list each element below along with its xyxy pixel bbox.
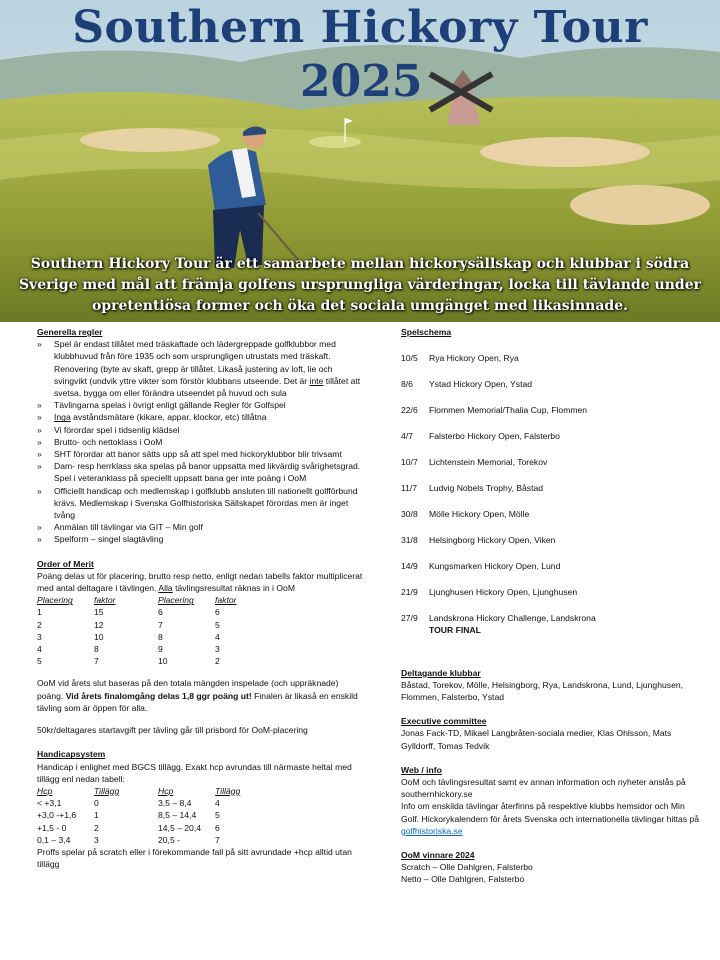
golfhistoriska-link[interactable]: golfhistoriska.se xyxy=(401,825,463,836)
oom-heading: Order of Merit xyxy=(37,558,94,569)
hcp-table: Hcp Tillägg Hcp Tillägg < +3,1 0 3,5 – 8,4 4 +3,0 -+1,6 1 8,5 – 14,4 5 +1,5 - 0 2 14,5 – 20,4 6 0,1 – 3,4 3 20,5 - 7 xyxy=(37,785,241,845)
schedule-row: 10/7 Lichtenstein Memorial, Torekov xyxy=(401,457,548,468)
committee-heading: Executive committee xyxy=(401,716,487,727)
table-row: +1,5 - 0 2 14,5 – 20,4 6 xyxy=(37,822,220,833)
schedule-row: 31/8 Helsingborg Hickory Open, Viken xyxy=(401,535,556,546)
schedule-row: 22/6 Flommen Memorial/Thalia Cup, Flommen xyxy=(401,405,588,416)
hcp-text: Handicap i enlighet med BGCS tillägg. Exakt hcp avrundas till närmaste heltal med tillägg enl nedan tabell: xyxy=(37,761,352,784)
committee-text: Jonas Fack-TD, Mikael Langbråten-sociala medier, Klas Ohlsson, Mats Gylldorff, Tomas Tedvik xyxy=(401,728,672,751)
schedule-row: 21/9 Ljunghusen Hickory Open, Ljunghusen xyxy=(401,587,578,598)
page-title-year: 2025 xyxy=(300,56,423,107)
list-item: » SHT förordar att banor sätts upp så att spel med hickoryklubbor blir trivsamt xyxy=(37,448,365,460)
winners-heading: OoM vinnare 2024 xyxy=(401,850,475,861)
oom-fee-text: 50kr/deltagares startavgift per tävling går till prisbord för OoM-placering xyxy=(37,725,308,736)
schedule-row: 4/7 Falsterbo Hickory Open, Falsterbo xyxy=(401,431,560,442)
list-item: » Tävlingarna spelas i övrigt enligt gällande Regler för Golfspel xyxy=(37,399,365,411)
page-title: Southern Hickory Tour xyxy=(72,2,648,53)
table-row: +3,0 -+1,6 1 8,5 – 14,4 5 xyxy=(37,810,220,821)
right-column xyxy=(401,326,701,886)
schedule-row: 8/6 Ystad Hickory Open, Ystad xyxy=(401,379,533,390)
left-column xyxy=(37,326,365,870)
list-item: » Inga avståndsmätare (kikare, appar, klockor, etc) tillåtna xyxy=(37,411,365,423)
table-row: 5 7 10 2 xyxy=(37,656,220,667)
general-rules-list xyxy=(37,338,365,545)
web-info-text: Info om enskilda tävlingar återfinns på respektive klubbs hemsidor och Min Golf. Hickorykalendern för årets Svenska och internationella tävlingar hittas på golfhistoriska.se xyxy=(401,801,700,836)
table-row: 1 15 6 6 xyxy=(37,607,220,618)
schedule-row: 14/9 Kungsmarken Hickory Open, Lund xyxy=(401,561,561,572)
clubs-text: Båstad, Torekov, Mölle, Helsingborg, Rya, Landskrona, Lund, Ljunghusen, Flommen, Falsterbo, Ystad xyxy=(401,679,684,703)
hcp-heading: Handicapsystem xyxy=(37,749,106,760)
table-row: 3 10 8 4 xyxy=(37,631,220,642)
list-item: » Brutto- och nettoklass i OoM xyxy=(37,436,365,448)
table-row: 0,1 – 3,4 3 20,5 - 7 xyxy=(37,834,220,845)
intro-text: Southern Hickory Tour är ett samarbete mellan hickorysällskap och klubbar i södra Sverige med mål att främja golfens ursprungliga värderingar, locka till tävlande under opretentiösa former och öka det sociala umgänget med likasinnade. xyxy=(19,256,701,314)
schedule-heading: Spelschema xyxy=(401,327,452,337)
hcp-pro-text: Proffs spelar på scratch eller i förekommande fall på sitt avrundade +hcp alltid utan tillägg xyxy=(37,846,352,870)
winner-netto: Netto – Olle Dahlgren, Falsterbo xyxy=(401,874,525,885)
schedule-row: 27/9 Landskrona Hickory Challenge, Landskrona TOUR FINAL xyxy=(401,613,596,636)
oom-final-text: OoM vid årets slut baseras på den totala mängden inspelade (och uppräknade) poäng. Vid årets finalomgång delas 1,8 ggr poäng ut! Finalen är likaså en enskild tävling som är öppen för alla. xyxy=(37,678,358,713)
schedule-row: 11/7 Ludvig Nobels Trophy, Båstad xyxy=(401,483,544,494)
table-row: < +3,1 0 3,5 – 8,4 4 xyxy=(37,798,220,809)
list-item: » Anmälan till tävlingar via GIT – Min golf xyxy=(37,521,365,533)
clubs-heading: Deltagande klubbar xyxy=(401,667,481,678)
general-rules-heading: Generella regler xyxy=(37,327,103,337)
schedule-row: 10/5 Rya Hickory Open, Rya xyxy=(401,353,519,364)
table-row: 4 8 9 3 xyxy=(37,644,220,655)
list-item: » Dam- resp herrklass ska spelas på banor uppsatta med likvärdig svårighetsgrad. Spel i veteranklass på speciellt uppsatt bana ger inte poäng i OoM xyxy=(37,460,365,484)
hero-image xyxy=(0,0,720,322)
schedule-row: 30/8 Mölle Hickory Open, Mölle xyxy=(401,509,530,520)
list-item: » Officiellt handicap och medlemskap i golfklubb ansluten till nationellt golfförbund krävs. Medlemskap i Svenska Golfhistoriska Sällskapet förordas men är inget tvång xyxy=(37,485,365,522)
tour-final-label: TOUR FINAL xyxy=(429,625,481,636)
oom-table: Placering faktor Placering faktor 1 15 6 6 2 12 7 5 3 10 8 4 4 8 9 3 5 7 10 2 xyxy=(37,595,237,667)
list-item: » Spelform – singel slagtävling xyxy=(37,533,365,545)
list-item: » Spel är endast tillåtet med träskaftade och lädergreppade golfklubbor med klubbhuvud från före 1935 och som ursprungligen utrustats med träskaft. Renovering (byte av skaft, grepp är tillåtet. Likaså justering av loft, lie och svingvikt (undvik yttre vikter som förstör klubbans utseende. Det är inte tillåtet att svetsa, bygga om eller förändra utseendet på huvud och sula xyxy=(37,338,365,399)
web-heading: Web / info xyxy=(401,764,442,775)
table-row: 2 12 7 5 xyxy=(37,619,220,630)
list-item: » Vi förordar spel i tidsenlig klädsel xyxy=(37,424,365,436)
web-text: OoM och tävlingsresultat samt ev annan information och nyheter anslås på southernhickory.se xyxy=(401,777,686,800)
oom-text: Poäng delas ut för placering, brutto resp netto, enligt nedan tabells faktor multiplicerat med antal deltagare i tävlingen. Alla tävlingsresultat räknas in i OoM xyxy=(37,570,363,594)
winner-scratch: Scratch – Olle Dahlgren, Falsterbo xyxy=(401,862,533,873)
schedule-list xyxy=(401,352,701,636)
